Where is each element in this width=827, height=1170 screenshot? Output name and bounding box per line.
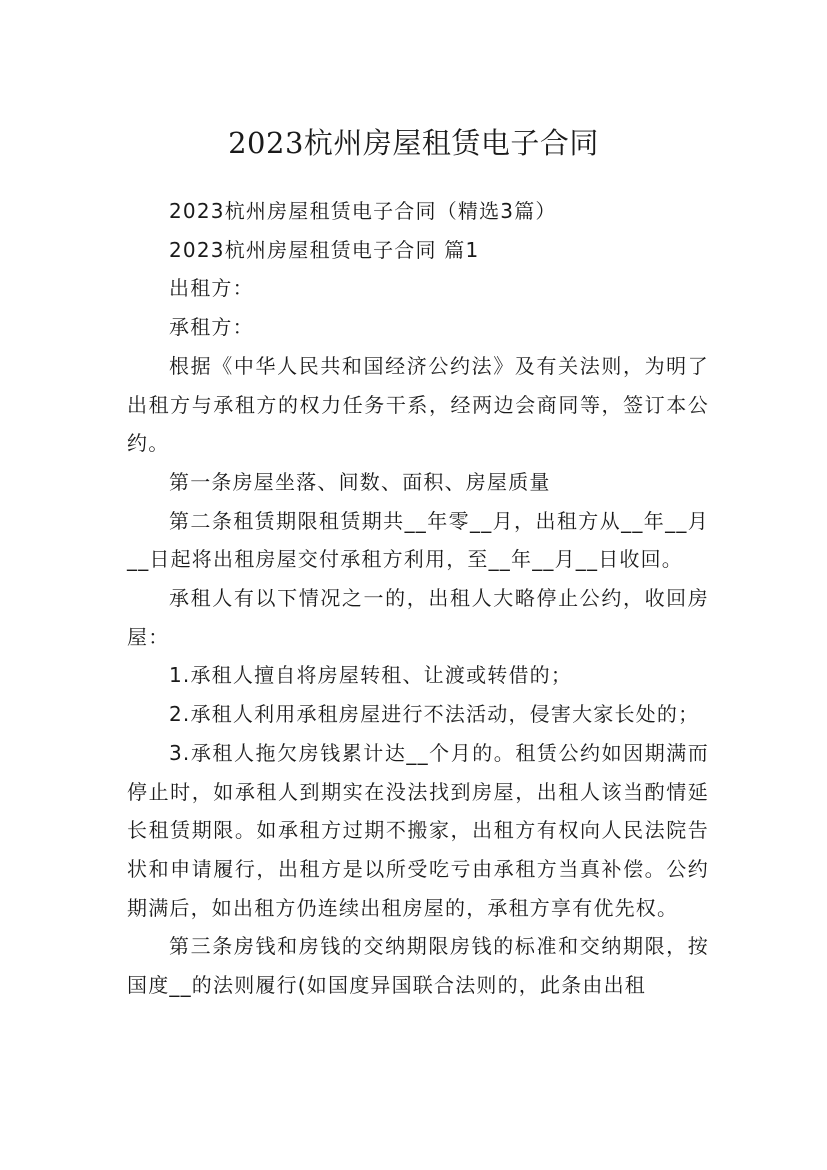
paragraph-section-heading: 2023杭州房屋租赁电子合同 篇1 bbox=[169, 237, 480, 262]
paragraph-subtitle: 2023杭州房屋租赁电子合同（精选3篇） bbox=[169, 199, 557, 223]
document-body bbox=[127, 192, 709, 1005]
paragraph-lessee: 承租方： bbox=[169, 315, 254, 340]
document-title: 2023杭州房屋租赁电子合同 bbox=[228, 126, 599, 161]
paragraph-item-3: 3.承租人拖欠房钱累计达__个月的。租赁公约如因期满而停止时，如承租人到期实在没法找到房屋，出租人该当酌情延长租赁期限。如承租方过期不搬家，出租方有权向人民法院告状和申请履行，出租方是以所受吃亏由承租方当真补偿。公约期满后，如出租方仍连续出租房屋的，承租方享有优先权。 bbox=[127, 740, 709, 920]
paragraph-item-2: 2.承租人利用承租房屋进行不法活动，侵害大家长处的； bbox=[169, 702, 700, 727]
paragraph-article-2: 第二条租赁期限租赁期共__年零__月，出租方从__年__月__日起将出租房屋交付承租方利用，至__年__月__日收回。 bbox=[127, 508, 709, 572]
paragraph-preamble: 根据《中华人民共和国经济公约法》及有关法则，为明了出租方与承租方的权力任务干系，经两边会商同等，签订本公约。 bbox=[127, 353, 709, 456]
paragraph-lessor: 出租方： bbox=[169, 276, 254, 301]
paragraph-item-1: 1.承租人擅自将房屋转租、让渡或转借的； bbox=[169, 663, 573, 688]
paragraph-article-3: 第三条房钱和房钱的交纳期限房钱的标准和交纳期限，按国度__的法则履行(如国度异国联合法则的，此条由出租 bbox=[127, 934, 709, 998]
paragraph-termination: 承租人有以下情况之一的，出租人大略停止公约，收回房屋： bbox=[127, 586, 709, 649]
paragraph-article-1: 第一条房屋坐落、间数、面积、房屋质量 bbox=[169, 469, 551, 494]
